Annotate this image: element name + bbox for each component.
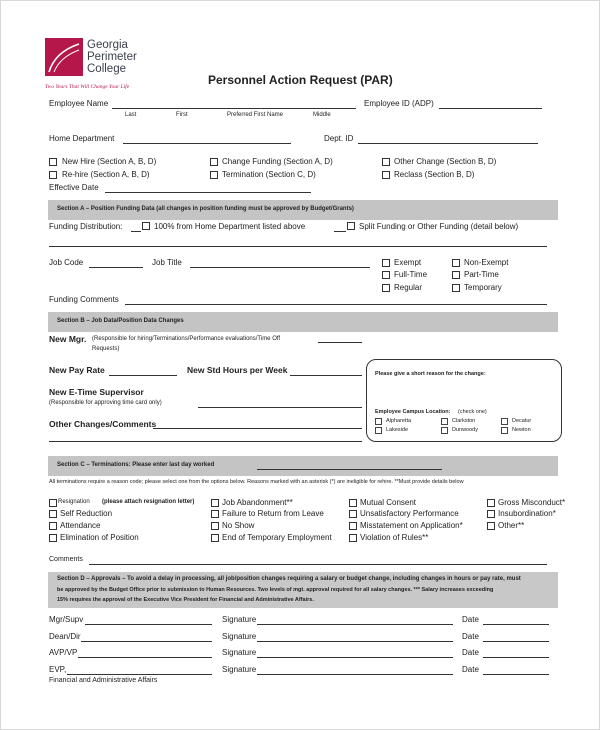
mutual-consent-label: Mutual Consent <box>360 498 417 507</box>
date-field-mgr[interactable] <box>483 624 549 625</box>
approval-label-avp: AVP/VP <box>49 648 78 657</box>
new-pay-rate-field[interactable] <box>109 375 177 376</box>
clarkston-checkbox[interactable] <box>441 418 448 425</box>
logo-name-2: Perimeter <box>87 51 137 63</box>
job-title-label: Job Title <box>152 258 182 267</box>
no-show-label: No Show <box>222 521 255 530</box>
job-code-label: Job Code <box>49 258 84 267</box>
other-change-label: Other Change (Section B, D) <box>394 157 497 166</box>
temporary-checkbox[interactable] <box>452 284 460 292</box>
non-exempt-checkbox[interactable] <box>452 259 460 267</box>
newton-label: Newton <box>512 427 531 433</box>
violation-checkbox[interactable] <box>349 534 357 542</box>
change-funding-checkbox[interactable] <box>210 158 218 166</box>
exempt-label: Exempt <box>394 258 422 267</box>
clarkston-label: Clarkston <box>452 418 476 424</box>
date-label-avp: Date <box>462 648 479 657</box>
new-pay-rate-label: New Pay Rate <box>49 365 105 375</box>
dunwoody-label: Dunwoody <box>452 427 478 433</box>
section-d-title: Section D – Approvals <box>57 576 121 582</box>
date-field-avp[interactable] <box>483 657 549 658</box>
date-label-evp: Date <box>462 665 479 674</box>
section-a-header <box>48 200 558 220</box>
re-hire-checkbox[interactable] <box>49 171 57 179</box>
mutual-consent-checkbox[interactable] <box>349 499 357 507</box>
reclass-label: Reclass (Section B, D) <box>394 170 475 179</box>
sub-preferred: Preferred First Name <box>227 112 284 118</box>
approval-label-mgr: Mgr/Supv <box>49 615 84 624</box>
home-department-label: Home Department <box>49 134 115 143</box>
sub-last: Last <box>125 112 137 118</box>
sub-first: First <box>176 112 188 118</box>
resignation-note: (please attach resignation letter) <box>102 499 195 505</box>
full-dept-checkbox[interactable] <box>142 222 150 230</box>
non-exempt-label: Non-Exempt <box>464 258 509 267</box>
other-changes-label: Other Changes/Comments <box>49 419 157 429</box>
section-d-text-1: – To avoid a delay in processing, all job/position changes requiring a salary or budget change, including changes in hours or pay rate, must <box>120 576 521 582</box>
full-dept-label: 100% from Home Department listed above <box>154 222 306 231</box>
etime-supervisor-field[interactable] <box>198 407 362 408</box>
end-temporary-checkbox[interactable] <box>211 534 219 542</box>
attendance-checkbox[interactable] <box>49 522 57 530</box>
self-reduction-label: Self Reduction <box>60 509 113 518</box>
reason-prompt: Please give a short reason for the change: <box>375 371 486 377</box>
reclass-checkbox[interactable] <box>382 171 390 179</box>
new-std-hours-field[interactable] <box>290 375 362 376</box>
misstatement-checkbox[interactable] <box>349 522 357 530</box>
section-d-text-2: be approved by the Budget Office prior to submission to Human Resources. Two levels of mgt. approval required for all salary changes. *** Salary increases exceeding <box>57 587 494 593</box>
resignation-checkbox[interactable] <box>49 499 57 507</box>
signature-label-avp: Signature <box>222 648 257 657</box>
unsatisfactory-performance-label: Unsatisfactory Performance <box>360 509 459 518</box>
self-reduction-checkbox[interactable] <box>49 510 57 518</box>
elimination-checkbox[interactable] <box>49 534 57 542</box>
part-time-label: Part-Time <box>464 270 499 279</box>
elimination-label: Elimination of Position <box>60 533 139 542</box>
approval-name-field-mgr[interactable] <box>85 624 212 625</box>
approval-label-evp: EVP, <box>49 665 67 674</box>
no-show-checkbox[interactable] <box>211 522 219 530</box>
date-field-evp[interactable] <box>483 674 549 675</box>
approval-name-field-evp[interactable] <box>67 674 212 675</box>
violation-label: Violation of Rules** <box>360 533 429 542</box>
unsatisfactory-performance-checkbox[interactable] <box>349 510 357 518</box>
attendance-label: Attendance <box>60 521 101 530</box>
campus-note: (check one) <box>458 409 487 415</box>
section-c-title: Section C – Terminations: Please enter last day worked <box>57 462 215 468</box>
dept-id-field[interactable] <box>358 143 538 144</box>
alpharetta-checkbox[interactable] <box>375 418 382 425</box>
other-change-checkbox[interactable] <box>382 158 390 166</box>
termination-label: Termination (Section C, D) <box>222 170 316 179</box>
termination-checkbox[interactable] <box>210 171 218 179</box>
home-department-field[interactable] <box>123 143 291 144</box>
split-funding-label: Split Funding or Other Funding (detail below) <box>359 222 519 231</box>
section-d-line-1 <box>57 576 521 582</box>
change-funding-label: Change Funding (Section A, D) <box>222 157 333 166</box>
dunwoody-checkbox[interactable] <box>441 427 448 434</box>
funding-distribution-label: Funding Distribution: <box>49 222 123 231</box>
new-std-hours-label: New Std Hours per Week <box>187 365 288 375</box>
evp-subtitle: Financial and Administrative Affairs <box>49 677 158 684</box>
failure-to-return-checkbox[interactable] <box>211 510 219 518</box>
logo-name-3: College <box>87 63 126 75</box>
temporary-label: Temporary <box>464 283 502 292</box>
last-day-worked-field[interactable] <box>257 469 442 470</box>
full-time-label: Full-Time <box>394 270 428 279</box>
other-changes-field[interactable] <box>153 428 362 429</box>
lakeside-label: Lakeside <box>386 427 409 433</box>
section-d-header <box>48 572 558 608</box>
date-label-mgr: Date <box>462 615 479 624</box>
new-hire-label: New Hire (Section A, B, D) <box>62 157 157 166</box>
lakeside-checkbox[interactable] <box>375 427 382 434</box>
funding-comments-field[interactable] <box>125 304 547 305</box>
termination-instructions: All terminations require a reason code; please select one from the options below. Reasons marked with an asterisk (*) are ineligible for rehire. **Must provide details below <box>49 479 464 485</box>
decatur-label: Decatur <box>512 418 532 424</box>
campus-label: Employee Campus Location: <box>375 409 451 415</box>
signature-field-avp[interactable] <box>257 657 453 658</box>
date-label-dean: Date <box>462 632 479 641</box>
dept-id-label: Dept. ID <box>324 134 354 143</box>
approval-name-field-avp[interactable] <box>78 657 212 658</box>
form-title: Personnel Action Request (PAR) <box>208 73 393 87</box>
exempt-checkbox[interactable] <box>382 259 390 267</box>
employee-name-field[interactable] <box>112 108 356 109</box>
college-logo-icon <box>45 38 83 76</box>
job-code-field[interactable] <box>89 267 143 268</box>
section-d-text-3: 15% requires the approval of the Executive Vice President for Financial and Administrative Affairs. <box>57 597 314 603</box>
termination-comments-field[interactable] <box>89 564 547 565</box>
other-changes-field-2[interactable] <box>49 441 362 442</box>
effective-date-label: Effective Date <box>49 183 99 192</box>
re-hire-label: Re-hire (Section A, B, D) <box>62 170 150 179</box>
insubordination-label: Insubordination* <box>498 509 556 518</box>
other-reason-checkbox[interactable] <box>487 522 495 530</box>
new-hire-checkbox[interactable] <box>49 158 57 166</box>
full-time-checkbox[interactable] <box>382 271 390 279</box>
section-b-title: Section B – Job Data/Position Data Changes <box>57 318 184 324</box>
part-time-checkbox[interactable] <box>452 271 460 279</box>
etime-note: (Responsible for approving time card only) <box>49 400 162 406</box>
resignation-label: Resignation <box>58 499 90 505</box>
reason-box[interactable] <box>366 359 562 442</box>
approval-label-dean: Dean/Dir <box>49 632 81 641</box>
decatur-checkbox[interactable] <box>501 418 508 425</box>
gross-misconduct-checkbox[interactable] <box>487 499 495 507</box>
section-c-header <box>48 456 558 476</box>
job-abandonment-checkbox[interactable] <box>211 499 219 507</box>
insubordination-checkbox[interactable] <box>487 510 495 518</box>
signature-label-dean: Signature <box>222 632 257 641</box>
funding-detail-line[interactable] <box>49 246 547 247</box>
employee-name-label: Employee Name <box>49 99 109 108</box>
full-dept-percent-field[interactable] <box>131 231 141 232</box>
newton-checkbox[interactable] <box>501 427 508 434</box>
date-field-dean[interactable] <box>483 641 549 642</box>
employee-id-field[interactable] <box>439 108 542 109</box>
employee-id-label: Employee ID (ADP) <box>364 99 434 108</box>
job-title-field[interactable] <box>190 267 370 268</box>
new-mgr-field[interactable] <box>318 342 362 343</box>
misstatement-label: Misstatement on Application* <box>360 521 463 530</box>
termination-comments-label: Comments <box>49 556 83 563</box>
approval-name-field-dean[interactable] <box>81 641 212 642</box>
etime-supervisor-label: New E-Time Supervisor <box>49 387 144 397</box>
section-a-title: Section A – Position Funding Data (all changes in position funding must be approved by Budget/Grants) <box>57 206 354 212</box>
new-mgr-label: New Mgr. <box>49 334 87 344</box>
section-b-header <box>48 312 558 332</box>
regular-checkbox[interactable] <box>382 284 390 292</box>
logo-name-1: Georgia <box>87 39 128 51</box>
signature-label-evp: Signature <box>222 665 257 674</box>
job-abandonment-label: Job Abandonment** <box>222 498 293 507</box>
split-funding-checkbox[interactable] <box>347 222 355 230</box>
alpharetta-label: Alpharetta <box>386 418 412 424</box>
end-temporary-label: End of Temporary Employment <box>222 533 332 542</box>
split-percent-field[interactable] <box>334 231 346 232</box>
funding-comments-label: Funding Comments <box>49 295 119 304</box>
logo-tagline: Two Years That Will Change Your Life <box>45 84 130 90</box>
effective-date-field[interactable] <box>105 192 311 193</box>
failure-to-return-label: Failure to Return from Leave <box>222 509 324 518</box>
sub-middle: Middle <box>313 112 331 118</box>
other-reason-label: Other** <box>498 521 525 530</box>
signature-field-dean[interactable] <box>257 641 453 642</box>
new-mgr-note-1: (Responsible for hiring/Terminations/Performance evaluations/Time Off <box>92 336 281 342</box>
signature-label-mgr: Signature <box>222 615 257 624</box>
new-mgr-note-2: Requests) <box>92 346 120 352</box>
signature-field-mgr[interactable] <box>257 624 453 625</box>
regular-label: Regular <box>394 283 423 292</box>
signature-field-evp[interactable] <box>257 674 453 675</box>
gross-misconduct-label: Gross Misconduct* <box>498 498 566 507</box>
